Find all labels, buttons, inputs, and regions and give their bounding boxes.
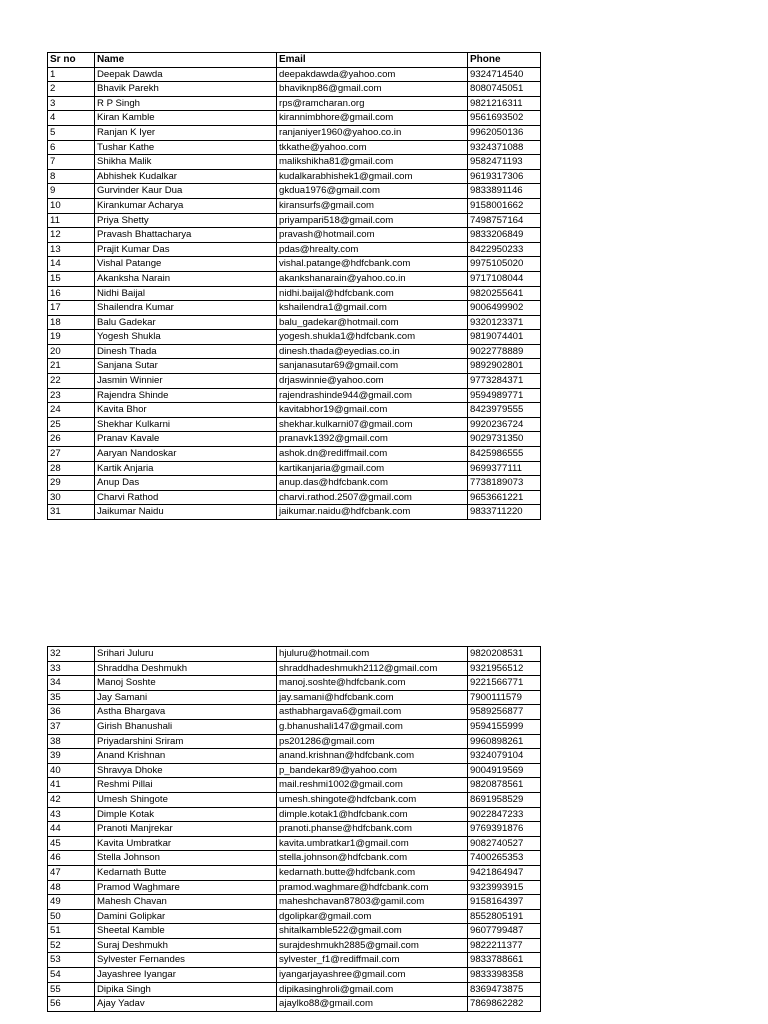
- email-cell: pravash@hotmail.com: [277, 228, 468, 243]
- email-cell: stella.johnson@hdfcbank.com: [277, 851, 468, 866]
- sr-no-cell: 11: [48, 213, 95, 228]
- phone-cell: 9421864947: [468, 865, 541, 880]
- table-row: [48, 895, 541, 910]
- sr-no-cell: 48: [48, 880, 95, 895]
- phone-cell: 9324079104: [468, 749, 541, 764]
- table-row: [48, 388, 541, 403]
- table-row: [48, 909, 541, 924]
- table-row: [48, 417, 541, 432]
- phone-cell: 9833206849: [468, 228, 541, 243]
- phone-cell: 9769391876: [468, 822, 541, 837]
- email-cell: deepakdawda@yahoo.com: [277, 67, 468, 82]
- phone-cell: 9833398358: [468, 968, 541, 983]
- name-cell: Suraj Deshmukh: [95, 938, 277, 953]
- table-row: [48, 924, 541, 939]
- sr-no-cell: 21: [48, 359, 95, 374]
- sr-no-cell: 54: [48, 968, 95, 983]
- table-row: [48, 184, 541, 199]
- sr-no-cell: 49: [48, 895, 95, 910]
- email-cell: shekhar.kulkarni07@gmail.com: [277, 417, 468, 432]
- name-cell: Dinesh Thada: [95, 344, 277, 359]
- email-cell: vishal.patange@hdfcbank.com: [277, 257, 468, 272]
- phone-cell: 9582471193: [468, 155, 541, 170]
- name-cell: Shraddha Deshmukh: [95, 661, 277, 676]
- email-cell: anand.krishnan@hdfcbank.com: [277, 749, 468, 764]
- email-cell: ranjaniyer1960@yahoo.co.in: [277, 125, 468, 140]
- phone-cell: 9158001662: [468, 198, 541, 213]
- name-cell: Sheetal Kamble: [95, 924, 277, 939]
- sr-no-cell: 46: [48, 851, 95, 866]
- sr-no-cell: 50: [48, 909, 95, 924]
- name-cell: Dipika Singh: [95, 982, 277, 997]
- sr-no-cell: 18: [48, 315, 95, 330]
- table-row: [48, 490, 541, 505]
- table-row: [48, 749, 541, 764]
- sr-no-cell: 13: [48, 242, 95, 257]
- table-row: [48, 125, 541, 140]
- email-cell: kavita.umbratkar1@gmail.com: [277, 836, 468, 851]
- email-cell: ps201286@gmail.com: [277, 734, 468, 749]
- phone-cell: 7900111579: [468, 690, 541, 705]
- sr-no-cell: 56: [48, 997, 95, 1012]
- sr-no-cell: 32: [48, 647, 95, 662]
- name-cell: Nidhi Baijal: [95, 286, 277, 301]
- phone-cell: 9022778889: [468, 344, 541, 359]
- email-cell: charvi.rathod.2507@gmail.com: [277, 490, 468, 505]
- table-row: [48, 690, 541, 705]
- phone-cell: 8423979555: [468, 403, 541, 418]
- phone-cell: 9561693502: [468, 111, 541, 126]
- phone-cell: 8369473875: [468, 982, 541, 997]
- email-cell: tkkathe@yahoo.com: [277, 140, 468, 155]
- sr-no-cell: 24: [48, 403, 95, 418]
- name-cell: Priyadarshini Sriram: [95, 734, 277, 749]
- table-row: [48, 242, 541, 257]
- phone-cell: 9920236724: [468, 417, 541, 432]
- table-row: [48, 82, 541, 97]
- email-cell: kshailendra1@gmail.com: [277, 301, 468, 316]
- table-row: [48, 359, 541, 374]
- table-body-2: [48, 647, 541, 1012]
- sr-no-cell: 37: [48, 719, 95, 734]
- phone-cell: 9589256877: [468, 705, 541, 720]
- sr-no-cell: 7: [48, 155, 95, 170]
- phone-cell: 9029731350: [468, 432, 541, 447]
- phone-cell: 9324714540: [468, 67, 541, 82]
- email-cell: rps@ramcharan.org: [277, 96, 468, 111]
- sr-no-cell: 8: [48, 169, 95, 184]
- phone-cell: 9833788661: [468, 953, 541, 968]
- email-cell: shitalkamble522@gmail.com: [277, 924, 468, 939]
- phone-cell: 9717108044: [468, 271, 541, 286]
- name-cell: Charvi Rathod: [95, 490, 277, 505]
- header-email: Email: [277, 53, 468, 68]
- phone-cell: 9821216311: [468, 96, 541, 111]
- email-cell: pranoti.phanse@hdfcbank.com: [277, 822, 468, 837]
- sr-no-cell: 39: [48, 749, 95, 764]
- table-row: [48, 880, 541, 895]
- name-cell: Shravya Dhoke: [95, 763, 277, 778]
- table-row: [48, 432, 541, 447]
- sr-no-cell: 28: [48, 461, 95, 476]
- phone-cell: 9653661221: [468, 490, 541, 505]
- table-row: [48, 301, 541, 316]
- name-cell: Abhishek Kudalkar: [95, 169, 277, 184]
- name-cell: Kavita Umbratkar: [95, 836, 277, 851]
- email-cell: umesh.shingote@hdfcbank.com: [277, 792, 468, 807]
- table-row: [48, 257, 541, 272]
- email-cell: maheshchavan87803@gamil.com: [277, 895, 468, 910]
- phone-cell: 9594155999: [468, 719, 541, 734]
- phone-cell: 9004919569: [468, 763, 541, 778]
- sr-no-cell: 36: [48, 705, 95, 720]
- name-cell: Vishal Patange: [95, 257, 277, 272]
- table-body-1: [48, 67, 541, 519]
- header-phone: Phone: [468, 53, 541, 68]
- name-cell: Priya Shetty: [95, 213, 277, 228]
- name-cell: Kiran Kamble: [95, 111, 277, 126]
- email-cell: pdas@hrealty.com: [277, 242, 468, 257]
- table-row: [48, 676, 541, 691]
- name-cell: Pravash Bhattacharya: [95, 228, 277, 243]
- table-row: [48, 734, 541, 749]
- email-cell: dipikasinghroli@gmail.com: [277, 982, 468, 997]
- email-cell: jay.samani@hdfcbank.com: [277, 690, 468, 705]
- phone-cell: 9324371088: [468, 140, 541, 155]
- email-cell: asthabhargava6@gmail.com: [277, 705, 468, 720]
- sr-no-cell: 20: [48, 344, 95, 359]
- table-row: [48, 705, 541, 720]
- name-cell: Kedarnath Butte: [95, 865, 277, 880]
- name-cell: Jayashree Iyangar: [95, 968, 277, 983]
- email-cell: sylvester_f1@rediffmail.com: [277, 953, 468, 968]
- sr-no-cell: 30: [48, 490, 95, 505]
- email-cell: sanjanasutar69@gmail.com: [277, 359, 468, 374]
- name-cell: Anand Krishnan: [95, 749, 277, 764]
- email-cell: dimple.kotak1@hdfcbank.com: [277, 807, 468, 822]
- phone-cell: 9820208531: [468, 647, 541, 662]
- table-row: [48, 169, 541, 184]
- table-row: [48, 155, 541, 170]
- sr-no-cell: 22: [48, 374, 95, 389]
- email-cell: gkdua1976@gmail.com: [277, 184, 468, 199]
- sr-no-cell: 55: [48, 982, 95, 997]
- sr-no-cell: 35: [48, 690, 95, 705]
- phone-cell: 9320123371: [468, 315, 541, 330]
- phone-cell: 9619317306: [468, 169, 541, 184]
- sr-no-cell: 29: [48, 476, 95, 491]
- email-cell: pramod.waghmare@hdfcbank.com: [277, 880, 468, 895]
- name-cell: Pranoti Manjrekar: [95, 822, 277, 837]
- phone-cell: 7738189073: [468, 476, 541, 491]
- name-cell: Balu Gadekar: [95, 315, 277, 330]
- table-row: [48, 198, 541, 213]
- name-cell: Sylvester Fernandes: [95, 953, 277, 968]
- phone-cell: 8080745051: [468, 82, 541, 97]
- sr-no-cell: 31: [48, 505, 95, 520]
- name-cell: Shikha Malik: [95, 155, 277, 170]
- sr-no-cell: 2: [48, 82, 95, 97]
- sr-no-cell: 45: [48, 836, 95, 851]
- name-cell: Aaryan Nandoskar: [95, 447, 277, 462]
- phone-cell: 9773284371: [468, 374, 541, 389]
- table-row: [48, 286, 541, 301]
- email-cell: bhaviknp86@gmail.com: [277, 82, 468, 97]
- sr-no-cell: 3: [48, 96, 95, 111]
- table-row: [48, 228, 541, 243]
- phone-cell: 9892902801: [468, 359, 541, 374]
- contacts-table-2: [47, 646, 541, 1012]
- table-row: [48, 763, 541, 778]
- phone-cell: 9819074401: [468, 330, 541, 345]
- email-cell: drjaswinnie@yahoo.com: [277, 374, 468, 389]
- table-row: [48, 778, 541, 793]
- table-row: [48, 374, 541, 389]
- email-cell: shraddhadeshmukh2112@gmail.com: [277, 661, 468, 676]
- sr-no-cell: 26: [48, 432, 95, 447]
- email-cell: dinesh.thada@eyedias.co.in: [277, 344, 468, 359]
- name-cell: Umesh Shingote: [95, 792, 277, 807]
- table-row: [48, 953, 541, 968]
- email-cell: anup.das@hdfcbank.com: [277, 476, 468, 491]
- email-cell: ashok.dn@rediffmail.com: [277, 447, 468, 462]
- email-cell: ajaylko88@gmail.com: [277, 997, 468, 1012]
- email-cell: rajendrashinde944@gmail.com: [277, 388, 468, 403]
- sr-no-cell: 17: [48, 301, 95, 316]
- name-cell: Astha Bhargava: [95, 705, 277, 720]
- phone-cell: 9321956512: [468, 661, 541, 676]
- table-row: [48, 461, 541, 476]
- phone-cell: 9822211377: [468, 938, 541, 953]
- email-cell: akankshanarain@yahoo.co.in: [277, 271, 468, 286]
- name-cell: Rajendra Shinde: [95, 388, 277, 403]
- phone-cell: 7498757164: [468, 213, 541, 228]
- table-row: [48, 476, 541, 491]
- header-row: [48, 53, 541, 68]
- table-row: [48, 982, 541, 997]
- name-cell: Pranav Kavale: [95, 432, 277, 447]
- table-row: [48, 140, 541, 155]
- email-cell: kartikanjaria@gmail.com: [277, 461, 468, 476]
- table-row: [48, 271, 541, 286]
- sr-no-cell: 12: [48, 228, 95, 243]
- sr-no-cell: 16: [48, 286, 95, 301]
- sr-no-cell: 51: [48, 924, 95, 939]
- email-cell: malikshikha81@gmail.com: [277, 155, 468, 170]
- phone-cell: 8691958529: [468, 792, 541, 807]
- phone-cell: 9699377111: [468, 461, 541, 476]
- email-cell: mail.reshmi1002@gmail.com: [277, 778, 468, 793]
- sr-no-cell: 23: [48, 388, 95, 403]
- sr-no-cell: 33: [48, 661, 95, 676]
- sr-no-cell: 6: [48, 140, 95, 155]
- email-cell: hjuluru@hotmail.com: [277, 647, 468, 662]
- table-row: [48, 661, 541, 676]
- email-cell: kedarnath.butte@hdfcbank.com: [277, 865, 468, 880]
- name-cell: Stella Johnson: [95, 851, 277, 866]
- name-cell: Shailendra Kumar: [95, 301, 277, 316]
- sr-no-cell: 44: [48, 822, 95, 837]
- name-cell: Gurvinder Kaur Dua: [95, 184, 277, 199]
- sr-no-cell: 1: [48, 67, 95, 82]
- sr-no-cell: 15: [48, 271, 95, 286]
- phone-cell: 9158164397: [468, 895, 541, 910]
- phone-cell: 9607799487: [468, 924, 541, 939]
- phone-cell: 8422950233: [468, 242, 541, 257]
- name-cell: Bhavik Parekh: [95, 82, 277, 97]
- table-row: [48, 836, 541, 851]
- phone-cell: 9594989771: [468, 388, 541, 403]
- name-cell: Jasmin Winnier: [95, 374, 277, 389]
- phone-cell: 9082740527: [468, 836, 541, 851]
- email-cell: dgolipkar@gmail.com: [277, 909, 468, 924]
- sr-no-cell: 52: [48, 938, 95, 953]
- table-row: [48, 344, 541, 359]
- phone-cell: 9833711220: [468, 505, 541, 520]
- table-row: [48, 647, 541, 662]
- phone-cell: 9006499902: [468, 301, 541, 316]
- name-cell: Akanksha Narain: [95, 271, 277, 286]
- phone-cell: 9833891146: [468, 184, 541, 199]
- phone-cell: 9962050136: [468, 125, 541, 140]
- name-cell: Kirankumar Acharya: [95, 198, 277, 213]
- header-name: Name: [95, 53, 277, 68]
- email-cell: kudalkarabhishek1@gmail.com: [277, 169, 468, 184]
- table-row: [48, 938, 541, 953]
- name-cell: Kavita Bhor: [95, 403, 277, 418]
- phone-cell: 9975105020: [468, 257, 541, 272]
- phone-cell: 9221566771: [468, 676, 541, 691]
- name-cell: Anup Das: [95, 476, 277, 491]
- table-row: [48, 807, 541, 822]
- name-cell: Dimple Kotak: [95, 807, 277, 822]
- name-cell: Reshmi Pillai: [95, 778, 277, 793]
- name-cell: Shekhar Kulkarni: [95, 417, 277, 432]
- sr-no-cell: 14: [48, 257, 95, 272]
- email-cell: g.bhanushali147@gmail.com: [277, 719, 468, 734]
- table-row: [48, 505, 541, 520]
- email-cell: yogesh.shukla1@hdfcbank.com: [277, 330, 468, 345]
- name-cell: Girish Bhanushali: [95, 719, 277, 734]
- table-row: [48, 822, 541, 837]
- name-cell: R P Singh: [95, 96, 277, 111]
- table-row: [48, 792, 541, 807]
- contacts-table-1: [47, 52, 541, 520]
- email-cell: pranavk1392@gmail.com: [277, 432, 468, 447]
- sr-no-cell: 5: [48, 125, 95, 140]
- phone-cell: 9022847233: [468, 807, 541, 822]
- email-cell: iyangarjayashree@gmail.com: [277, 968, 468, 983]
- phone-cell: 9960898261: [468, 734, 541, 749]
- phone-cell: 9323993915: [468, 880, 541, 895]
- table-row: [48, 213, 541, 228]
- sr-no-cell: 43: [48, 807, 95, 822]
- name-cell: Jay Samani: [95, 690, 277, 705]
- email-cell: kavitabhor19@gmail.com: [277, 403, 468, 418]
- email-cell: surajdeshmukh2885@gmail.com: [277, 938, 468, 953]
- email-cell: kiransurfs@gmail.com: [277, 198, 468, 213]
- email-cell: nidhi.baijal@hdfcbank.com: [277, 286, 468, 301]
- table-row: [48, 865, 541, 880]
- table-row: [48, 67, 541, 82]
- table-row: [48, 447, 541, 462]
- email-cell: jaikumar.naidu@hdfcbank.com: [277, 505, 468, 520]
- phone-cell: 7869862282: [468, 997, 541, 1012]
- sr-no-cell: 38: [48, 734, 95, 749]
- table-row: [48, 315, 541, 330]
- sr-no-cell: 53: [48, 953, 95, 968]
- sr-no-cell: 47: [48, 865, 95, 880]
- table-row: [48, 968, 541, 983]
- phone-cell: 8425986555: [468, 447, 541, 462]
- name-cell: Kartik Anjaria: [95, 461, 277, 476]
- name-cell: Damini Golipkar: [95, 909, 277, 924]
- table-row: [48, 111, 541, 126]
- name-cell: Srihari Juluru: [95, 647, 277, 662]
- phone-cell: 8552805191: [468, 909, 541, 924]
- email-cell: kirannimbhore@gmail.com: [277, 111, 468, 126]
- sr-no-cell: 25: [48, 417, 95, 432]
- name-cell: Ranjan K Iyer: [95, 125, 277, 140]
- table-row: [48, 997, 541, 1012]
- email-cell: priyampari518@gmail.com: [277, 213, 468, 228]
- name-cell: Ajay Yadav: [95, 997, 277, 1012]
- table-row: [48, 330, 541, 345]
- name-cell: Pramod Waghmare: [95, 880, 277, 895]
- sr-no-cell: 42: [48, 792, 95, 807]
- table-row: [48, 851, 541, 866]
- phone-cell: 9820255641: [468, 286, 541, 301]
- name-cell: Yogesh Shukla: [95, 330, 277, 345]
- name-cell: Sanjana Sutar: [95, 359, 277, 374]
- name-cell: Manoj Soshte: [95, 676, 277, 691]
- sr-no-cell: 41: [48, 778, 95, 793]
- email-cell: manoj.soshte@hdfcbank.com: [277, 676, 468, 691]
- table-row: [48, 719, 541, 734]
- email-cell: p_bandekar89@yahoo.com: [277, 763, 468, 778]
- table-row: [48, 403, 541, 418]
- sr-no-cell: 4: [48, 111, 95, 126]
- sr-no-cell: 27: [48, 447, 95, 462]
- phone-cell: 9820878561: [468, 778, 541, 793]
- name-cell: Mahesh Chavan: [95, 895, 277, 910]
- table-row: [48, 96, 541, 111]
- name-cell: Prajit Kumar Das: [95, 242, 277, 257]
- header-sr-no: Sr no: [48, 53, 95, 68]
- sr-no-cell: 9: [48, 184, 95, 199]
- name-cell: Deepak Dawda: [95, 67, 277, 82]
- phone-cell: 7400265353: [468, 851, 541, 866]
- name-cell: Jaikumar Naidu: [95, 505, 277, 520]
- sr-no-cell: 34: [48, 676, 95, 691]
- name-cell: Tushar Kathe: [95, 140, 277, 155]
- sr-no-cell: 10: [48, 198, 95, 213]
- sr-no-cell: 40: [48, 763, 95, 778]
- email-cell: balu_gadekar@hotmail.com: [277, 315, 468, 330]
- sr-no-cell: 19: [48, 330, 95, 345]
